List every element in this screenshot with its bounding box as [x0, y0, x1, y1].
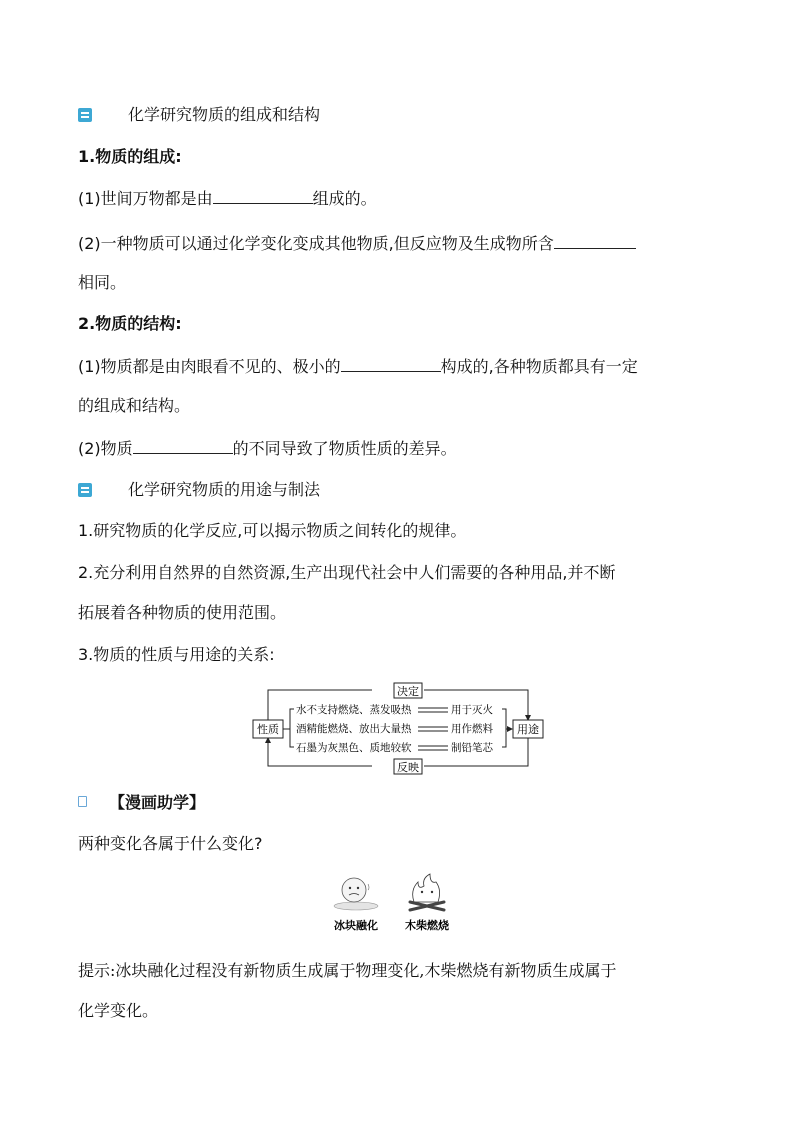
use-item: 制铅笔芯 [451, 742, 493, 754]
fill-blank[interactable] [341, 355, 441, 372]
s1-text-before: (1)物质都是由肉眼看不见的、极小的 [78, 357, 341, 376]
left-bracket [283, 709, 294, 747]
s2-text-after: 的不同导致了物质性质的差异。 [232, 439, 457, 458]
section-list-icon [78, 483, 92, 497]
fill-blank[interactable] [133, 437, 233, 454]
fill-blank[interactable] [213, 187, 313, 204]
structure-item-1-cont: 的组成和结构。 [78, 396, 191, 415]
c1-text-after: 组成的。 [312, 189, 377, 208]
s2-text-before: (2)物质 [78, 439, 133, 458]
comic-illustrations [330, 872, 470, 936]
burning-wood-picture [410, 874, 444, 910]
bidirectional-arrow [418, 746, 448, 750]
bottom-label: 反映 [397, 761, 419, 774]
comic-title: 【漫画助学】 [109, 793, 206, 812]
use-item: 用作燃料 [451, 723, 493, 735]
section2-title: 化学研究物质的用途与制法 [128, 480, 321, 499]
composition-heading: 1.物质的组成: [78, 147, 182, 166]
section2-p2-line2: 拓展着各种物质的使用范围。 [78, 603, 287, 622]
bidirectional-arrow [418, 708, 448, 712]
section2-p3: 3.物质的性质与用途的关系: [78, 645, 275, 664]
property-item: 水不支持燃烧、蒸发吸热 [296, 704, 412, 716]
caption-left: 冰块融化 [334, 919, 378, 932]
comic-question: 两种变化各属于什么变化? [78, 834, 263, 853]
use-item: 用于灭火 [451, 704, 493, 716]
structure-heading: 2.物质的结构: [78, 314, 182, 333]
property-box-label: 性质 [257, 723, 279, 736]
section2-p2-line1: 2.充分利用自然界的自然资源,生产出现代社会中人们需要的各种用品,并不断 [78, 563, 616, 582]
use-box-label: 用途 [517, 723, 539, 736]
section1-title: 化学研究物质的组成和结构 [128, 105, 321, 124]
composition-item-2 [78, 232, 636, 255]
section-list-icon [78, 108, 92, 122]
top-label: 决定 [397, 685, 419, 698]
composition-item-2-cont: 相同。 [78, 273, 127, 292]
property-item: 酒精能燃烧、放出大量热 [296, 723, 412, 735]
comic-note-icon [78, 796, 87, 807]
caption-right: 木柴燃烧 [405, 919, 449, 932]
property-item: 石墨为灰黑色、质地较软 [296, 742, 412, 754]
bidirectional-arrow [418, 727, 448, 731]
c1-text-before: (1)世间万物都是由 [78, 189, 213, 208]
melting-ice-picture [334, 878, 378, 910]
right-bracket [502, 709, 512, 747]
c2-text-before: (2)一种物质可以通过化学变化变成其他物质,但反应物及生成物所含 [78, 234, 554, 253]
property-use-diagram [248, 680, 548, 776]
hint-line2: 化学变化。 [78, 1001, 159, 1020]
fill-blank[interactable] [554, 232, 636, 249]
structure-item-1 [78, 355, 638, 378]
structure-item-2 [78, 437, 457, 460]
s1-text-after: 构成的,各种物质都具有一定 [440, 357, 638, 376]
composition-item-1 [78, 187, 377, 210]
hint-line1: 提示:冰块融化过程没有新物质生成属于物理变化,木柴燃烧有新物质生成属于 [78, 961, 617, 980]
section2-p1: 1.研究物质的化学反应,可以揭示物质之间转化的规律。 [78, 521, 467, 540]
